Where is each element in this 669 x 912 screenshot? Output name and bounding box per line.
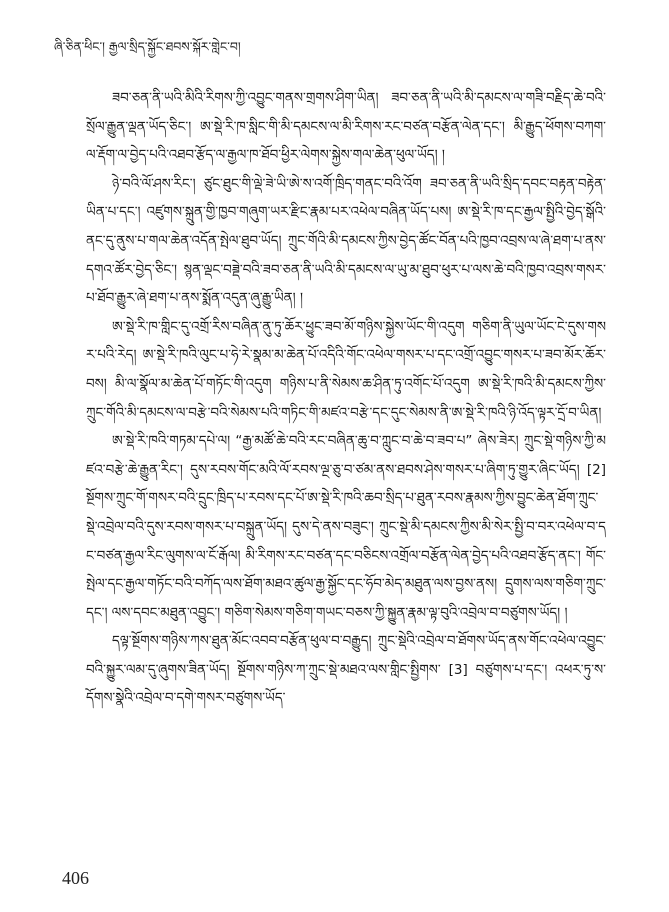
- page-number: 406: [62, 868, 89, 888]
- body-text: [86, 84, 606, 713]
- paragraph-5: དལྟ་སྔོགས་གཉིས་ཀས་ཐུན་མོང་འབབ་བརྩོན་ཕུལ་བ་བརྒྱུད། ཀྲུང་སྡེའི་འབྲེལ་བ་ཐོགས་ཡོད་ནས་གོང་འཕེལ་འབྱུང་བའི་སྐྱུར་ལམ་དུ་ཞུགས་ཟིན་ཡོད། སྔོགས་གཉིས་ཀ་ཀྲུང་སྡེ་མཐའ་ལས་གླིང་སྤྱིགས་ [3] བཙུགས་པ་དང་། འཕར་ཏུ་ས་དོགས་སྣེའི་འབྲེལ་བ་དགེ་གསར་བཙུགས་ཡོད་: [86, 633, 606, 707]
- paragraph-3: ཨ་སྡེ་རི་ཁ་གླིང་དུ་འགྲོ་རིས་བཞིན་ནུ་ཏུ་ཆོར་ཕྱུང་ཟབ་མོ་གཉིས་སྐྱེས་ཡོང་གི་འདུག གཅིག་ནི་ཡུལ་ཡོང་ངེ་དུས་གསར་པའི་རེད། ཨ་སྡེ་རི་ཁའི་ལུང་པ་ཧེ་རེ་སྣམ་མ་ཆེན་པོ་འདིའི་གོང་འཕེལ་གསར་པ་དང་འགྲོ་འབྱུང་གསར་པ་ཟབ་མོར་ཆོར་བས། མི་ལ་སྣོལ་མ་ཆེན་པོ་གཏོང་གི་འདུག གཉིས་པ་ནི་སེམས་ཆ་ཤིན་ཏུ་འགོང་པོ་འདུག ཨ་སྡེ་རི་ཁའི་མི་དམངས་ཀྱིས་ཀྲུང་གོའི་མི་དམངས་ལ་བརྩེ་བའི་སེམས་པའི་གཏིང་གི་མཛའ་བརྩེ་དང་དུང་སེམས་ནི་ཨ་སྡེ་རི་ཁའི་ཉི་འོད་ལྟར་དྲོ་བ་ཡིན།: [86, 318, 606, 421]
- paragraph-2: ཉེ་བའི་ལོ་ཤས་རིང་། ཙུང་ཐུང་གི་ལྡེ་ཟེ་ཡི་ཨེ་ས་འགོ་ཁྲིད་གནང་བའི་འོག ཟབ་ཅན་ནི་ཡའི་སྲིད་དབང་བརྟན་བརྟེན་ཡིན་པ་དང་། འཛུགས་སྐྲུན་གྱི་ཁྱབ་གཞུག་ཡར་རྫིང་རྣམ་པར་འཕེལ་བཞིན་ཡོད་པས། ཨ་སྡེ་རི་ཁ་དང་རྒྱལ་སྤྱིའི་བྱེད་སྒོའི་ནང་དུ་ནུས་པ་གལ་ཆེན་འདོན་སྤེལ་ཐུབ་ཡོད། ཀྲུང་གོའི་མི་དམངས་ཀྱིས་བྱེད་ཚོང་བོན་པའི་ཁྱབ་འབྲས་ལ་ཞེ་ཐག་པ་ནས་དགའ་ཚོར་བྱེད་ཅིང་། སྙན་ལྡང་བཟྡེ་བའི་ཟབ་ཅན་ནི་ཡའི་མི་དམངས་ལ་ཡུ་མ་ཐུབ་ཕུར་པ་ལས་ཆེ་བའི་ཁྱབ་འབྲས་གསར་པ་ཐོབ་རྒྱུར་ཞེ་ཐག་པ་ནས་སྨོན་འདུན་ཞུ་རྒྱུ་ཡིན། །: [86, 175, 606, 307]
- paragraph-1: ཟབ་ཅན་ནི་ཡའི་མིའི་རིགས་ཀྱི་འབྱུང་གནས་གྲགས་ཤིག་ཡིན། ཟབ་ཅན་ནི་ཡའི་མི་དམངས་ལ་གཟི་བརྗིད་ཆེ་བའི་སྲོལ་རྒྱུན་ལྡན་ཡོད་ཅིང་། ཨ་སྡེ་རི་ཁ་སླིང་གི་མི་དམངས་ལ་མི་རིགས་རང་བཙན་བརྩོན་ལེན་དང་། མི་རྒྱུད་ཕོགས་བཀག་ལ་རྡོག་ལ་བྱེད་པའི་འཐབ་རྩོད་ལ་རྒྱལ་ཁ་ཐོབ་ཕྱིར་ལེགས་སྐྱེས་གལ་ཆེན་ཕུལ་ཡོད། །: [86, 90, 606, 164]
- paragraph-4: ཨ་སྡེ་རི་ཁའི་གཏམ་དཔེ་ལ། “རྒྱ་མཚོ་ཆེ་བའི་རང་བཞིན་ཆུ་བ་ཀླུང་བ་ཆེ་བ་ཟབ་པ” ཞེས་ཟེར། ཀྲུང་སྡེ་གཉིས་ཀྱི་མཛའ་བརྩེ་ཆེ་རྒྱུན་རིང་། དུས་རབས་གོང་མའི་ལོ་རབས་ལྔ་ཅུ་བ་ཙམ་ནས་ཐབས་ཤེས་གསར་པ་ཞིག་ཏུ་གྱུར་ཞིང་ཡོད། [2] སྔོགས་ཀྲུང་གོ་གསར་བའི་དྲུང་ཁྲིད་པ་རབས་དང་པོ་ཨ་སྡེ་རི་ཁའི་ཆབ་སྲིད་པ་ཐུན་རབས་རྣམས་ཀྱིས་བྱུང་ཆེན་ཐོག་ཀྲུང་སྡེ་འབྲེལ་བའི་དུས་རབས་གསར་པ་བསྐྲུན་ཡོད། དུས་དེ་ནས་བཟུང་། ཀྲུང་སྡེ་མི་དམངས་ཀྱིས་མི་སེར་སྤྱི་བ་བར་འཕེལ་བ་དང་བཙན་རྒྱལ་རིང་ལུགས་ལ་ངོ་རྒོལ། མི་རིགས་རང་བཙན་དང་བཅིངས་འགྲོལ་བརྩོན་ལེན་བྱེད་པའི་འཐབ་རྩོད་ནང་། གོང་སྤེལ་དང་རྒྱལ་གཏོང་བའི་བཀོད་ལས་ཐོག་མཐའ་ཚུལ་རྒྱ་སྐྱོང་དང་ཧོབ་མེད་མཐུན་ལས་བྱས་ནས། དྲུགས་ལས་གཅིག་ཀྲུང་དང་། ལས་དབང་མཐུན་འབྱུང་། གཅིག་སེམས་གཅིག་གཡང་བཅས་ཀྱི་སྐྱུན་རྣམ་ལྟ་བུའི་འབྲེལ་བ་བཙུགས་ཡོད། །: [86, 433, 606, 621]
- running-header: ཞི་ཅིན་ཕིང་། རྒྱལ་སྲིད་སྐྱོང་ཐབས་སྐོར་གླེང་བ།: [54, 39, 241, 54]
